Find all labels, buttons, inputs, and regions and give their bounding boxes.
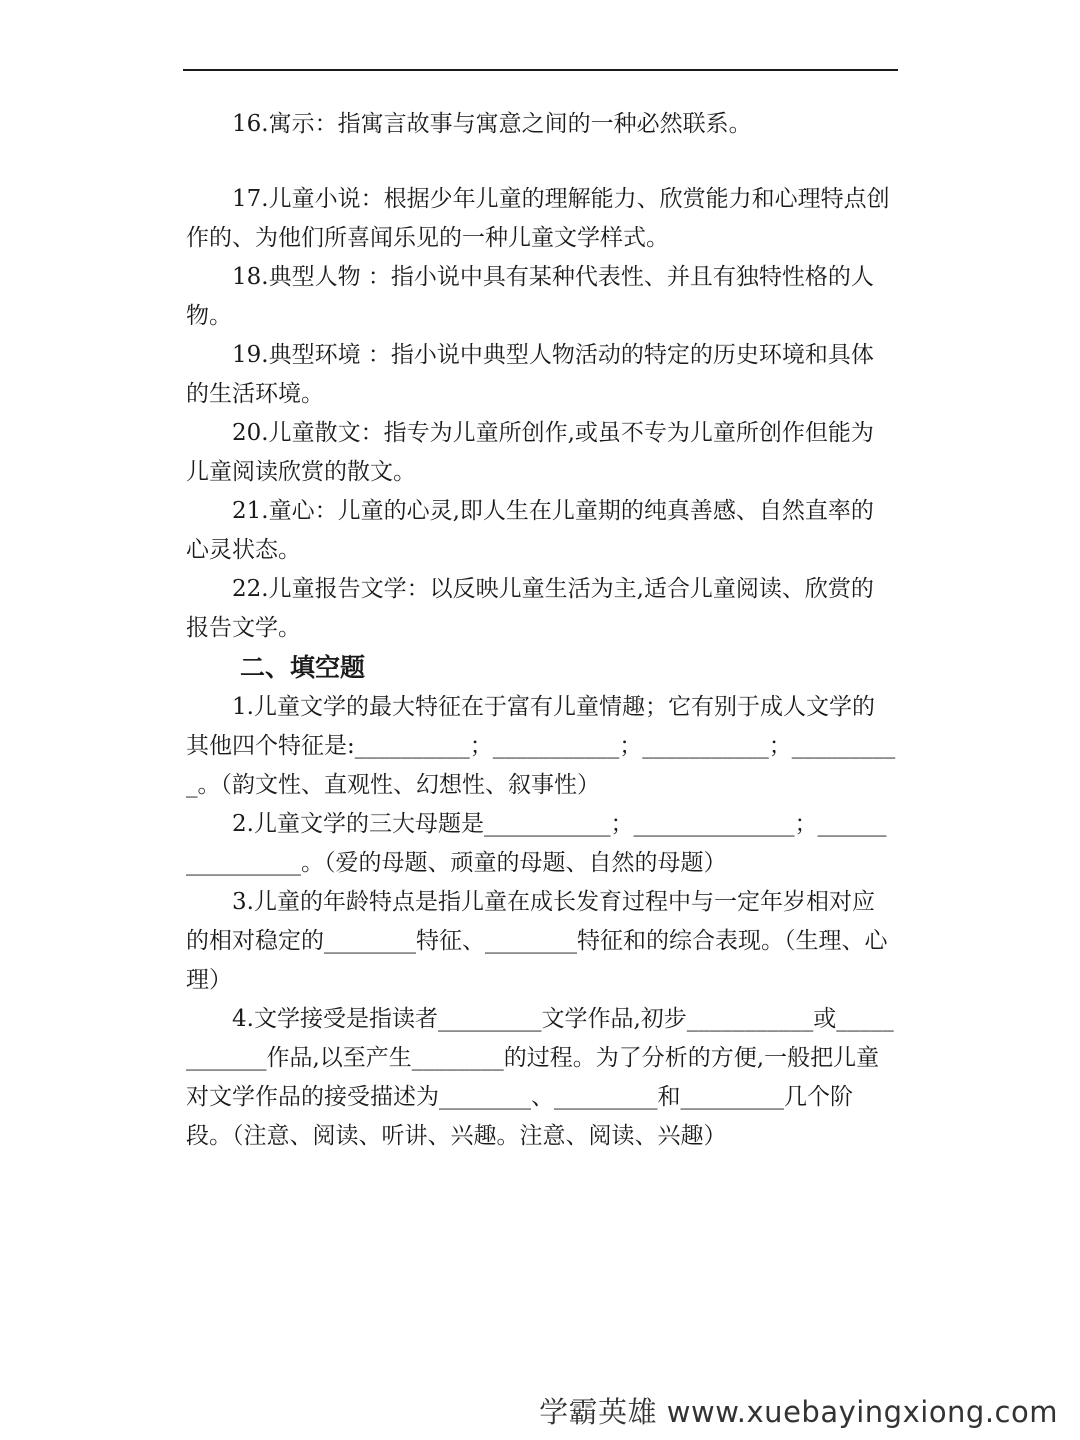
definition-18: 18.典型人物 ：指小说中具有某种代表性、并且有独特性格的人物。 bbox=[186, 264, 874, 329]
fill-blank-question-3: 3.儿童的年龄特点是指儿童在成长发育过程中与一定年岁相对应的相对稳定的________特征、________特征和的综合表现。（生理、心理） bbox=[186, 889, 888, 993]
fill-blank-question-4: 4.文学接受是指读者_________文学作品,初步___________或____________作品,以至产生________的过程。为了分析的方便,一般把儿童对文学作品的接受描述为________、_________和_________几个阶段。（注意、阅读、听讲、兴趣。注意、阅读、兴趣） bbox=[186, 1006, 894, 1149]
definition-17: 17.儿童小说：根据少年儿童的理解能力、欣赏能力和心理特点创作的、为他们所喜闻乐见的一种儿童文学样式。 bbox=[186, 186, 890, 251]
definition-21: 21.童心：儿童的心灵,即人生在儿童期的纯真善感、自然直率的心灵状态。 bbox=[186, 498, 874, 563]
definition-19: 19.典型环境 ：指小说中典型人物活动的特定的历史环境和具体的生活环境。 bbox=[186, 342, 874, 407]
definition-22: 22.儿童报告文学：以反映儿童生活为主,适合儿童阅读、欣赏的报告文学。 bbox=[186, 576, 874, 641]
header-rule bbox=[183, 69, 898, 71]
section-heading-fill-in: 二、填空题 bbox=[240, 653, 366, 682]
definition-16: 16.寓示：指寓言故事与寓意之间的一种必然联系。 bbox=[232, 111, 752, 137]
fill-blank-question-1: 1.儿童文学的最大特征在于富有儿童情趣；它有别于成人文学的其他四个特征是:__________；___________；___________；__________。（韵文性、直观性、幻想性、叙事性） bbox=[186, 694, 896, 798]
site-watermark: 学霸英雄 www.xuebayingxiong.com bbox=[539, 1395, 1058, 1429]
document-body bbox=[186, 105, 896, 1156]
definition-20: 20.儿童散文：指专为儿童所创作,或虽不专为儿童所创作但能为儿童阅读欣赏的散文。 bbox=[186, 420, 874, 485]
fill-blank-question-2: 2.儿童文学的三大母题是___________；______________；________________。（爱的母题、顽童的母题、自然的母题） bbox=[186, 811, 887, 876]
